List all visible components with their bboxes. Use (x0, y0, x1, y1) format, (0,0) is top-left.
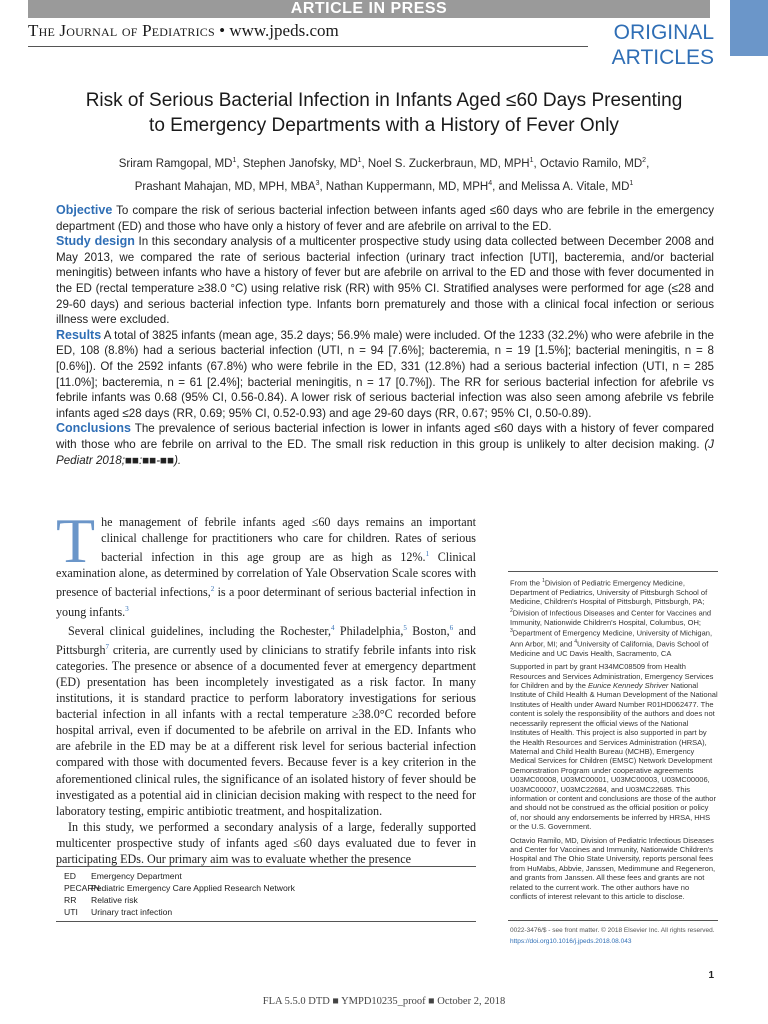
affiliations-text: From the $^1$Division of Pediatric Emergency Medicine, Department of Pediatrics, University of Pittsburgh School of Medicine, Children's Hospital of Pittsburgh, Pittsburgh, PA; $^2$Division of Infectious Diseases and Center for Vaccines and Immunity, Nationwide Children's Hospital, Columbus, OH; $^3$Department of Emergency Medicine, University of Michigan, Ann Arbor, MI; and $^4$University of California, Davis School of Medicine and UC Davis Health, Sacramento, CA (510, 578, 713, 658)
author: Melissa A. Vitale, $MD^1$ (520, 179, 634, 193)
author: Stephen Janofsky, $MD^1$, (242, 157, 368, 170)
affiliations-bottom-rule (508, 920, 718, 921)
body-paragraph-3: In this study, we performed a secondary analysis of a large, federally supported multicenter prospective study of infants aged ≤60 days evaluated due to fever in participating EDs. Our primary aim was to evaluate whether the presence (56, 819, 476, 867)
reference-link[interactable]: 2 (210, 585, 215, 594)
abbreviation-row: RR Relative risk (64, 895, 138, 905)
header-rule (28, 46, 588, 47)
reference-link[interactable]: 6 (449, 623, 454, 632)
copyright-text: 0022-3476/$ - see front matter. © 2018 Elsevier Inc. All rights reserved. (510, 927, 715, 934)
title-line-1: Risk of Serious Bacterial Infection in Infants Aged ≤60 Days Presenting (85, 90, 683, 111)
abbreviations-table (56, 866, 476, 922)
author: Sriram Ramgopal, $MD^1$, (118, 157, 243, 170)
objective-heading: Objective (56, 203, 113, 217)
author: Nathan Kuppermann, MD, MPH$^4$, and (325, 179, 521, 193)
section-label-line2: ARTICLES (611, 46, 714, 69)
abstract-conclusions: Conclusions The prevalence of serious bacterial infection is lower in infants aged ≤60 days with a history of fever compared with those who are febrile on arrival to the ED. The small risk reduction in this group is unlikely to alter decision making. (J Pediatr 2018;■■:■■-■■). (56, 421, 714, 467)
copyright-block (510, 925, 718, 947)
abbreviation-row: ED Emergency Department (64, 871, 182, 881)
conflict-disclosure: Octavio Ramilo, MD, Division of Pediatric Infectious Diseases and Center for Vaccines and Immunity, Nationwide Children's Hospital and The Ohio State University, reports personal fees from HuMabs, Abbvie, Janssen, Medimmune and Regeneron, and grants from Janssen. All these fees and grants are not related to the current work. The other authors have no conflicts of interest relevant to this article to disclose. (510, 835, 716, 901)
article-title (40, 88, 728, 138)
doi-link[interactable]: https://doi.org10.1016/j.jpeds.2018.08.043 (510, 938, 632, 945)
funding-statement: Supported in part by grant H34MC08509 from Health Resources and Services Administration, Emergency Services for Children and by the Eunice Kennedy Shriver National Institute of Child Health & Human Development of the National Institutes of Health under Award Number R01HD062477. The content is solely the responsibility of the authors and does not necessarily represent the official views of the National Institutes of Health. This project is also supported in part by the Health Resources and Services Administration (HRSA), Maternal and Child Health Bureau (MCHB), Emergency Medical Services for Children (EMSC) Network Development Demonstration Program under cooperative agreements U03MC00008, U03MC00001, U03MC00003, U03MC00006, U03MC00007, U03MC22684, and U03MC22685. This information or content and conclusions are those of the author and should not be construed as the official position or policy of, nor should any endorsements be inferred by HRSA, HHS or the U.S. Government. (510, 662, 718, 832)
reference-link[interactable]: 7 (105, 642, 110, 651)
affiliations-top-rule (508, 571, 718, 572)
affiliations-box (510, 577, 718, 905)
abstract (56, 203, 714, 468)
journal-url[interactable]: www.jpeds.com (229, 21, 339, 40)
abstract-objective: Objective To compare the risk of serious bacterial infection between infants aged ≤60 days who are febrile in the emergency department (ED) and those who have only a history of fever and are afebrile on arrival to the ED. (56, 203, 715, 233)
author: Octavio Ramilo, $MD^2$, (539, 157, 650, 170)
article-in-press-banner: ARTICLE IN PRESS (28, 0, 710, 18)
section-label-line1: ORIGINAL (613, 21, 714, 44)
proof-footer: FLA 5.5.0 DTD ■ YMPD10235_proof ■ October 2, 2018 (262, 996, 506, 1007)
abbreviation-row: UTI Urinary tract infection (64, 907, 173, 917)
drop-cap: T (56, 505, 96, 576)
header-separator: • (219, 21, 226, 40)
journal-name: The Journal of Pediatrics (28, 21, 215, 40)
corner-color-tab (730, 0, 768, 56)
body-paragraph-2: Several clinical guidelines, including the Rochester,$^4$ Philadelphia,$^5$ Boston,$^6$ and Pittsburgh$^7$ criteria, are currently used by clinicians to stratify febrile infants into risk categories. The presence or absence of a documented fever at emergency department (ED) presentation has been incompletely investigated as a risk factor. In many institutions, it is standard practice to perform laboratory investigations for serious bacterial infection in all infants with a rectal temperature ≥38.0°C recorded before hospital arrival, even if documented to be afebrile on arrival in the ED. Infants who are afebrile in the ED may be at a different risk level for serious bacterial infection compared with those with documented fevers. Because fever is a key criterion in the aforementioned clinical rules, the significance of an isolated history of fever should be investigated as a potential aid in clinician decision making with respect to the need for laboratory testing, empiric antibiotic treatment, and hospitalization. (56, 623, 476, 818)
section-label (612, 20, 714, 70)
reference-link[interactable]: 5 (403, 623, 407, 632)
author: Prashant Mahajan, MD, MPH, MBA$^3$, (134, 179, 326, 193)
reference-link[interactable]: 4 (331, 623, 335, 632)
journal-header (28, 21, 339, 41)
title-line-2: to Emergency Departments with a History of Fever Only (149, 115, 619, 136)
abstract-results: Results A total of 3825 infants (mean age, 35.2 days; 56.9% male) were included. Of the 1233 (32.2%) who were afebrile in the ED, 108 (8.8%) had a serious bacterial infection (UTI, n = 94 [7.6%]; bacteremia, n = 19 [1.5%]; bacterial meningitis, n = 8 [0.6%]). Of the 2592 infants (67.8%) who were febrile in the ED, 331 (12.8%) had a serious bacterial infection (UTI, n = 285 [11.0%]; bacteremia, n = 61 [2.4%]; bacterial meningitis, n = 17 [0.7%]). The RR for serious bacterial infection for afebrile vs febrile infants was 0.68 (95% CI, 0.56-0.84). A lower risk of serious bacterial infection was also seen among afebrile vs febrile infants aged ≤28 days (RR, 0.69; 95% CI, 0.52-0.93) and age 29-60 days (RR, 0.67; 95% CI, 0.50-0.89). (56, 327, 714, 420)
reference-link[interactable]: 1 (425, 550, 430, 559)
abbreviation-row: PECARN Pediatric Emergency Care Applied Research Network (64, 883, 295, 893)
conclusions-heading: Conclusions (56, 421, 132, 436)
author: Noel S. Zuckerbraun, MD, MPH$^1$, (367, 157, 540, 170)
reference-link[interactable]: 3 (125, 604, 129, 613)
study-design-heading: Study design (56, 234, 135, 249)
citation: (J Pediatr 2018;■■:■■-■■). (56, 437, 714, 467)
results-heading: Results (56, 327, 102, 342)
body-text (56, 505, 477, 867)
abstract-study-design: Study design In this secondary analysis of a multicenter prospective study using data collected between December 2008 and May 2013, we compared the rate of serious bacterial infection (urinary tract infection [UTI], bacteremia, and/or bacterial meningitis) between infants who have a history of fever but are afebrile on arrival to the ED and those with fever documented in the ED (rectal temperature ≥38.0 °C) using relative risk (RR) with 95% CI. Stratified analyses were performed for age (≤28 and 29-60 days) and serious bacterial infection type. Infants born prematurely and those with a clinical focal infection or serious illness were excluded. (56, 234, 714, 327)
page-number: 1 (708, 970, 714, 981)
body-paragraph-1: The management of febrile infants aged ≤60 days remains an important clinical challenge for practitioners who care for children. Rates of serious bacterial infection in this age group are as high as 12%.$^1$ Clinical examination alone, as determined by correlation of Yale Observation Scale scores with presence of bacterial infections,$^2$ is a poor determinant of serious bacterial infection in young infants.$^3$ (56, 505, 477, 619)
author-list (70, 151, 698, 197)
